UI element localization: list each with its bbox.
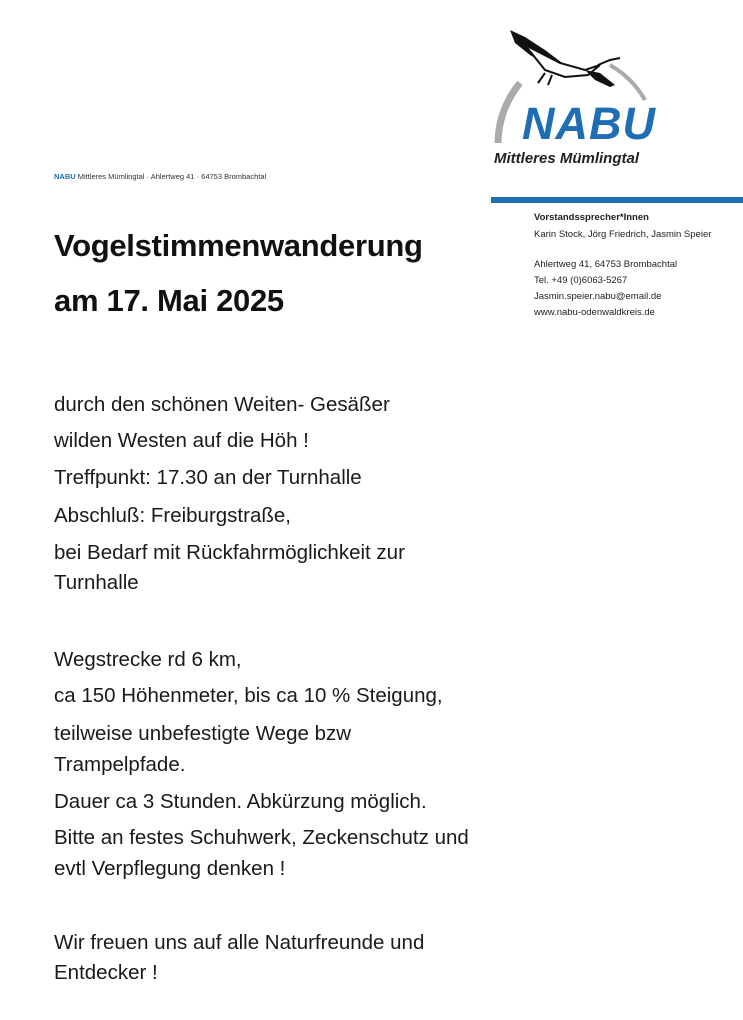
sender-brand: NABU xyxy=(54,172,76,181)
body-line: evtl Verpflegung denken ! xyxy=(54,857,286,880)
body-line: ca 150 Höhenmeter, bis ca 10 % Steigung, xyxy=(54,684,443,707)
contact-address: Ahlertweg 41, 64753 Brombachtal xyxy=(534,259,678,270)
sender-address-line xyxy=(54,172,266,181)
body-line: Trampelpfade. xyxy=(54,753,186,776)
body-line: Dauer ca 3 Stunden. Abkürzung möglich. xyxy=(54,790,427,813)
body-line: Entdecker ! xyxy=(54,961,158,984)
board-names: Karin Stock, Jörg Friedrich, Jasmin Speier xyxy=(534,229,712,240)
body-line: teilweise unbefestigte Wege bzw xyxy=(54,722,352,745)
body-line: Abschluß: Freiburgstraße, xyxy=(54,504,291,527)
header-divider xyxy=(491,197,743,203)
board-heading: Vorstandssprecher*Innen xyxy=(534,212,649,223)
logo-wordmark: NABU xyxy=(522,98,656,149)
body-line: Wir freuen uns auf alle Naturfreunde und xyxy=(54,931,425,954)
sender-address: Mittleres Mümlingtal · Ahlertweg 41 · 64753 Brombachtal xyxy=(77,172,267,181)
body-line: wilden Westen auf die Höh ! xyxy=(54,429,309,452)
body-line: Turnhalle xyxy=(54,571,139,594)
contact-website[interactable]: www.nabu-odenwaldkreis.de xyxy=(534,307,655,318)
event-date: am 17. Mai 2025 xyxy=(54,283,284,318)
body-line: Wegstrecke rd 6 km, xyxy=(54,648,242,671)
body-line: bei Bedarf mit Rückfahrmöglichkeit zur xyxy=(54,541,405,564)
event-title: Vogelstimmenwanderung xyxy=(54,228,423,263)
body-line: durch den schönen Weiten- Gesäßer xyxy=(54,393,390,416)
body-line: Bitte an festes Schuhwerk, Zeckenschutz und xyxy=(54,826,469,849)
contact-email[interactable]: Jasmin.speier.nabu@email.de xyxy=(534,291,662,302)
body-line: Treffpunkt: 17.30 an der Turnhalle xyxy=(54,466,362,489)
logo-subtitle: Mittleres Mümlingtal xyxy=(494,150,640,167)
contact-phone: Tel. +49 (0)6063-5267 xyxy=(534,275,628,286)
